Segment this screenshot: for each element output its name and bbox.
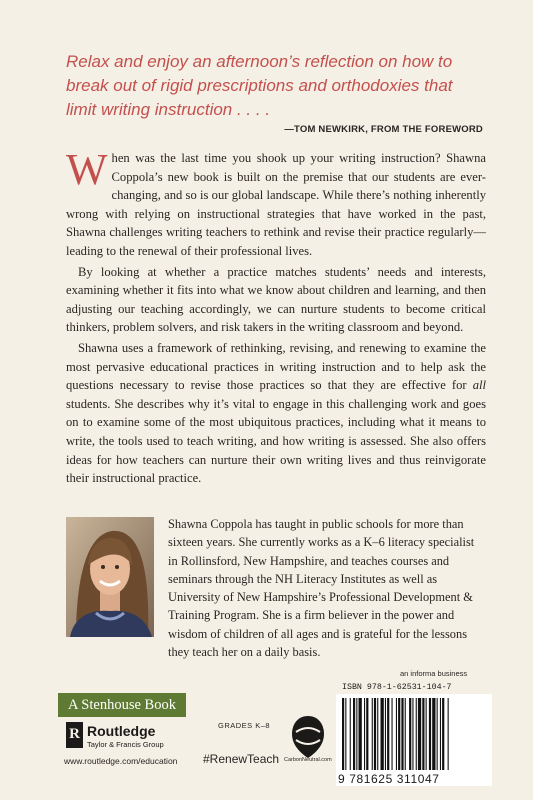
description-paragraph-2: By looking at whether a practice matches students’ needs and interests, examining whether it fits into what we know about children and learning, and then adjusting our teaching accordingly, we can nurture students to become critical thinkers, problem solvers, and risk takers in the writing classroom and beyond.	[66, 264, 486, 335]
routledge-name: Routledge	[87, 723, 156, 739]
hashtag: #RenewTeach	[203, 752, 280, 766]
author-photo	[66, 517, 154, 637]
grade-level: GRADES K–8	[218, 721, 271, 730]
description	[66, 145, 486, 490]
stenhouse-badge: A Stenhouse Book	[58, 693, 186, 717]
description-paragraph-1	[66, 145, 486, 261]
publisher-url: www.routledge.com/education	[64, 756, 178, 766]
author-portrait-image	[66, 517, 154, 637]
author-bio: Shawna Coppola has taught in public schools for more than sixteen years. She currently works as a K–6 literacy specialist in Rollinsford, New Hampshire, and teaches courses and seminars through the NH Literacy Institutes as well as University of New Hampshire’s Professional Development & Training Program. She is a firm believer in the power and wisdom of children of all ages and is grateful for the lessons they teach her on a daily basis.	[168, 517, 475, 660]
paragraph-3-text-a: Shawna uses a framework of rethinking, revising, and renewing to examine the most pervasive educational practices in writing instruction and to help ask the questions necessary to revise those practices so that they are effective for	[66, 340, 486, 393]
barcode-digits: 9 781625 311047	[338, 772, 440, 786]
paragraph-1-text: hen was the last time you shook up your writing instruction? Shawna Coppola’s new book is built on the premise that our students are ever-changing, and so is our global landscape. While there’s nothing inherently wrong with relying on instructional strategies that have worked in the past, Shawna challenges writing teachers to rethink and revise their practice regularly—leading to the renewal of their professional lives.	[66, 151, 486, 258]
foreword-quote: Relax and enjoy an afternoon’s reflection on how to break out of rigid prescriptions and orthodoxies that limit writing instruction . . . .	[66, 52, 453, 119]
carbon-neutral-icon	[288, 712, 328, 762]
drop-cap: W	[66, 145, 108, 194]
carbon-neutral-site: CarbonNeutral.com	[284, 757, 332, 763]
routledge-subtitle: Taylor & Francis Group	[87, 740, 164, 749]
paragraph-3-emphasis: all	[472, 378, 486, 393]
routledge-r-icon: R	[66, 722, 83, 748]
barcode-bars	[336, 694, 492, 770]
isbn: ISBN 978-1-62531-104-7	[342, 683, 452, 692]
description-paragraph-3	[66, 339, 486, 488]
paragraph-3-text-b: students. She describes why it’s vital to engage in this challenging work and goes on to examine some of the most ubiquitous practices, including what it means to write, the tools used to teach writing, and how writing is assessed. She also offers ideas for how teachers can nurture their own writing lives and thus reinvigorate their instructional practice.	[66, 396, 486, 486]
informa-business-label: an informa business	[400, 669, 468, 678]
quote-attribution: —TOM NEWKIRK, FROM THE FOREWORD	[284, 124, 483, 135]
